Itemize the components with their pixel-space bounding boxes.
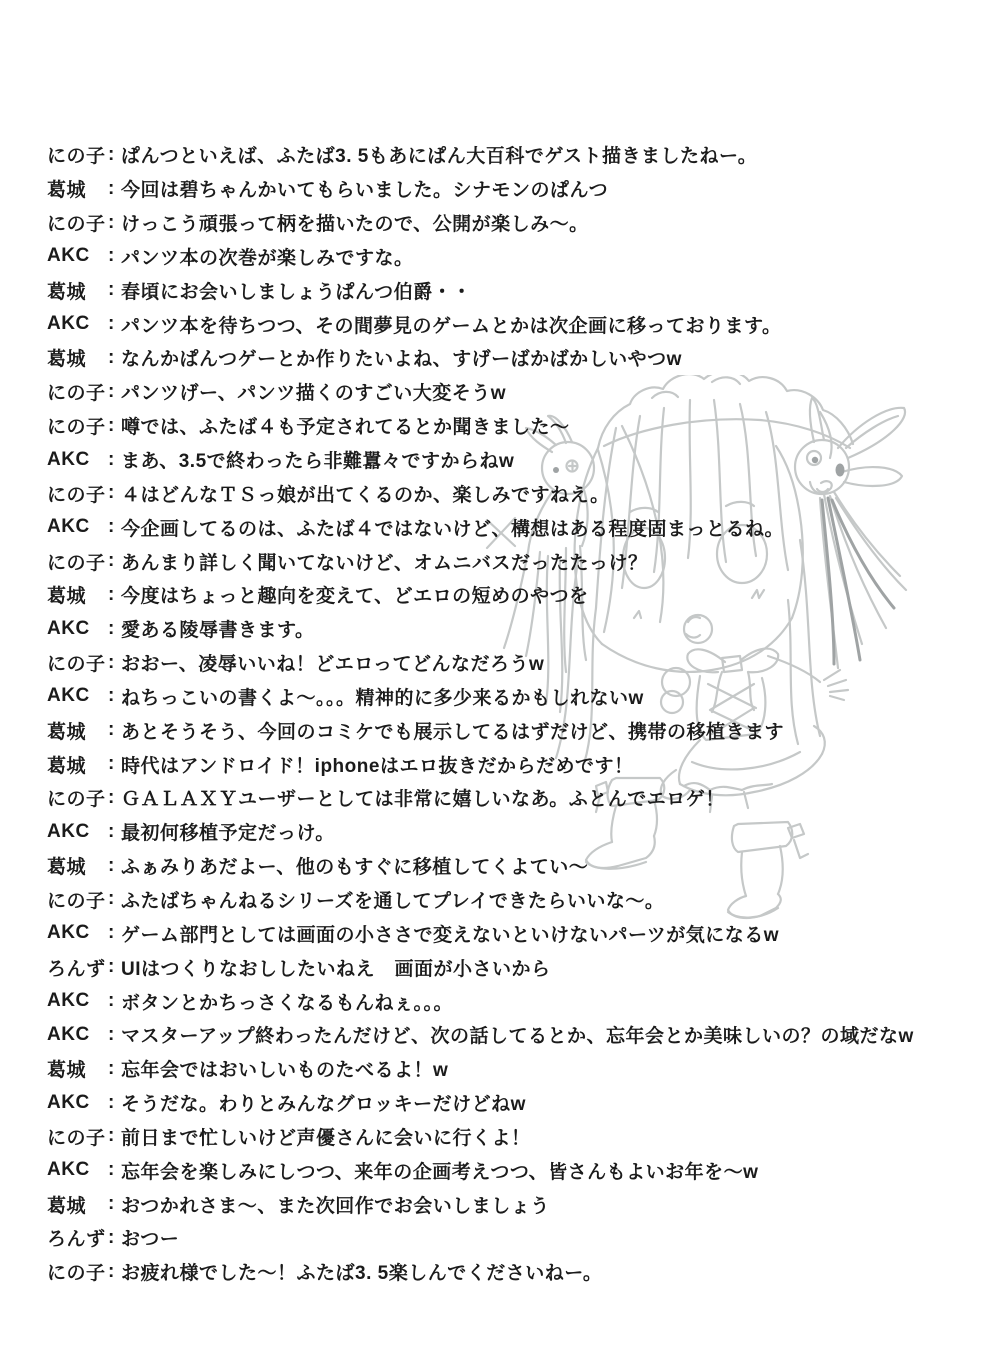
transcript-line xyxy=(47,172,974,206)
speaker-colon: : xyxy=(108,1193,115,1215)
speaker-colon: : xyxy=(108,516,115,538)
speaker-name: にの子 xyxy=(47,1263,106,1285)
speaker-colon: : xyxy=(108,211,115,233)
transcript-line xyxy=(47,646,974,680)
dialogue-text: 忘年会ではおいしいものたべるよ！w xyxy=(121,1060,449,1082)
speaker-colon: : xyxy=(108,414,115,436)
transcript-line xyxy=(47,1119,974,1153)
speaker-name: にの子 xyxy=(47,890,106,912)
speaker-colon: : xyxy=(108,1023,115,1045)
speaker-name: 葛城 xyxy=(47,721,87,743)
dialogue-text: 時代はアンドロイド！iphoneはエロ抜きだからだめです！ xyxy=(121,755,634,777)
speaker-colon: : xyxy=(108,482,115,504)
speaker-name: AKC xyxy=(47,1159,90,1181)
transcript-line xyxy=(47,409,974,443)
dialogue-text: ＧＡＬＡＸＹユーザーとしては非常に嬉しいなあ。ふとんでエロゲ！ xyxy=(121,789,725,811)
speaker-colon: : xyxy=(108,177,115,199)
dialogue-text: ねちっこいの書くよ～。。。精神的に多少来るかもしれないw xyxy=(121,687,644,709)
speaker-colon: : xyxy=(108,617,115,639)
speaker-name: AKC xyxy=(47,617,90,639)
dialogue-text: パンツ本の次巻が楽しみですな。 xyxy=(121,247,414,269)
speaker-colon: : xyxy=(108,279,115,301)
dialogue-text: おおー、凌辱いいね！どエロってどんなだろうw xyxy=(121,654,545,676)
dialogue-text: お疲れ様でした～！ふたば3. 5楽しんでくださいねー。 xyxy=(121,1263,603,1285)
speaker-name: AKC xyxy=(47,1091,90,1113)
speaker-name: 葛城 xyxy=(47,1195,87,1217)
speaker-colon: : xyxy=(108,583,115,605)
speaker-colon: : xyxy=(108,922,115,944)
speaker-colon: : xyxy=(108,888,115,910)
speaker-colon: : xyxy=(108,854,115,876)
transcript-line xyxy=(47,1221,974,1255)
speaker-name: にの子 xyxy=(47,484,106,506)
transcript-line xyxy=(47,476,974,510)
dialogue-text: ボタンとかちっさくなるもんねぇ。。。 xyxy=(121,992,454,1014)
dialogue-text: ４はどんなＴＳっ娘が出てくるのか、楽しみですねえ。 xyxy=(121,484,610,506)
speaker-name: 葛城 xyxy=(47,349,87,371)
speaker-colon: : xyxy=(108,380,115,402)
transcript-line xyxy=(47,375,974,409)
speaker-name: AKC xyxy=(47,685,90,707)
dialogue-text: まあ、3.5で終わったら非難囂々ですからねw xyxy=(121,451,515,473)
dialogue-text: けっこう頑張って柄を描いたので、公開が楽しみ～。 xyxy=(121,214,589,236)
speaker-colon: : xyxy=(108,956,115,978)
dialogue-text: UIはつくりなおししたいねえ 画面が小さいから xyxy=(121,958,551,980)
transcript-line xyxy=(47,307,974,341)
speaker-colon: : xyxy=(108,820,115,842)
dialogue-text: 愛ある陵辱書きます。 xyxy=(121,620,315,642)
transcript-line xyxy=(47,138,974,172)
speaker-colon: : xyxy=(108,550,115,572)
transcript-line xyxy=(47,544,974,578)
speaker-colon: : xyxy=(108,1057,115,1079)
transcript-line xyxy=(47,984,974,1018)
transcript-line xyxy=(47,781,974,815)
speaker-colon: : xyxy=(108,753,115,775)
speaker-colon: : xyxy=(108,651,115,673)
speaker-name: 葛城 xyxy=(47,755,87,777)
speaker-name: AKC xyxy=(47,922,90,944)
speaker-name: ろんず xyxy=(47,958,106,980)
dialogue-text: 噂では、ふたば４も予定されてるとか聞きました～ xyxy=(121,417,570,439)
speaker-name: 葛城 xyxy=(47,857,87,879)
transcript-line xyxy=(47,240,974,274)
transcript-line xyxy=(47,443,974,477)
transcript-line xyxy=(47,206,974,240)
dialogue-text: マスターアップ終わったんだけど、次の話してるとか、忘年会とか美味しいの？の域だなw xyxy=(121,1026,914,1048)
speaker-colon: : xyxy=(108,245,115,267)
speaker-colon: : xyxy=(108,1091,115,1113)
dialogue-text: ゲーム部門としては画面の小ささで変えないといけないパーツが気になるw xyxy=(121,924,780,946)
dialogue-text: ふぁみりあだよー、他のもすぐに移植してくよてい～ xyxy=(121,857,589,879)
transcript-line xyxy=(47,510,974,544)
dialogue-text: 春頃にお会いしましょうぱんつ伯爵・・ xyxy=(121,281,472,303)
speaker-name: にの子 xyxy=(47,552,106,574)
transcript-line xyxy=(47,883,974,917)
speaker-colon: : xyxy=(108,786,115,808)
speaker-name: にの子 xyxy=(47,417,106,439)
dialogue-text: 忘年会を楽しみにしつつ、来年の企画考えつつ、皆さんもよいお年を～w xyxy=(121,1161,759,1183)
transcript-line xyxy=(47,815,974,849)
transcript xyxy=(47,138,974,1289)
speaker-name: 葛城 xyxy=(47,1060,87,1082)
transcript-line xyxy=(47,341,974,375)
dialogue-text: おつかれさま～、また次回作でお会いしましょう xyxy=(121,1195,550,1217)
dialogue-text: なんかぱんつゲーとか作りたいよね、すげーばかばかしいやつw xyxy=(121,349,682,371)
speaker-name: AKC xyxy=(47,820,90,842)
dialogue-text: 前日まで忙しいけど声優さんに会いに行くよ！ xyxy=(121,1127,531,1149)
speaker-name: ろんず xyxy=(47,1229,106,1251)
transcript-line xyxy=(47,1086,974,1120)
speaker-colon: : xyxy=(108,313,115,335)
speaker-name: 葛城 xyxy=(47,180,87,202)
dialogue-text: あんまり詳しく聞いてないけど、オムニバスだったたっけ？ xyxy=(121,552,648,574)
transcript-line xyxy=(47,713,974,747)
dialogue-text: ぱんつといえば、ふたば3. 5もあにぱん大百科でゲスト描きましたねー。 xyxy=(121,146,758,168)
speaker-name: にの子 xyxy=(47,789,106,811)
dialogue-text: 最初何移植予定だっけ。 xyxy=(121,823,335,845)
speaker-name: AKC xyxy=(47,516,90,538)
speaker-name: AKC xyxy=(47,990,90,1012)
speaker-colon: : xyxy=(108,719,115,741)
speaker-name: にの子 xyxy=(47,1127,106,1149)
speaker-colon: : xyxy=(108,1125,115,1147)
speaker-colon: : xyxy=(108,1226,115,1248)
transcript-line xyxy=(47,1018,974,1052)
speaker-name: にの子 xyxy=(47,146,106,168)
speaker-name: にの子 xyxy=(47,654,106,676)
speaker-colon: : xyxy=(108,685,115,707)
dialogue-text: そうだな。わりとみんなグロッキーだけどねw xyxy=(121,1094,526,1116)
transcript-line xyxy=(47,1187,974,1221)
speaker-colon: : xyxy=(108,143,115,165)
dialogue-text: あとそうそう、今回のコミケでも展示してるはずだけど、携帯の移植きます xyxy=(121,721,785,743)
speaker-colon: : xyxy=(108,346,115,368)
transcript-line xyxy=(47,950,974,984)
speaker-name: 葛城 xyxy=(47,281,87,303)
speaker-name: AKC xyxy=(47,448,90,470)
transcript-line xyxy=(47,578,974,612)
transcript-line xyxy=(47,1153,974,1187)
dialogue-text: 今企画してるのは、ふたば４ではないけど、構想はある程度固まっとるね。 xyxy=(121,518,785,540)
dialogue-text: ふたばちゃんねるシリーズを通してプレイできたらいいな～。 xyxy=(121,890,665,912)
speaker-name: にの子 xyxy=(47,214,106,236)
speaker-name: AKC xyxy=(47,313,90,335)
transcript-line xyxy=(47,273,974,307)
transcript-line xyxy=(47,1255,974,1289)
speaker-name: にの子 xyxy=(47,383,106,405)
transcript-line xyxy=(47,916,974,950)
dialogue-text: パンツ本を待ちつつ、その間夢見のゲームとかは次企画に移っております。 xyxy=(121,315,782,337)
speaker-colon: : xyxy=(108,1159,115,1181)
transcript-line xyxy=(47,680,974,714)
dialogue-text: 今度はちょっと趣向を変えて、どエロの短めのやつを xyxy=(121,586,589,608)
speaker-colon: : xyxy=(108,990,115,1012)
dialogue-text: おつー xyxy=(121,1229,180,1251)
speaker-name: AKC xyxy=(47,1023,90,1045)
transcript-line xyxy=(47,612,974,646)
transcript-line xyxy=(47,1052,974,1086)
dialogue-text: パンツげー、パンツ描くのすごい大変そうw xyxy=(121,383,507,405)
speaker-name: AKC xyxy=(47,245,90,267)
speaker-name: 葛城 xyxy=(47,586,87,608)
dialogue-text: 今回は碧ちゃんかいてもらいました。シナモンのぱんつ xyxy=(121,180,609,202)
speaker-colon: : xyxy=(108,448,115,470)
speaker-colon: : xyxy=(108,1260,115,1282)
transcript-line xyxy=(47,747,974,781)
transcript-line xyxy=(47,849,974,883)
